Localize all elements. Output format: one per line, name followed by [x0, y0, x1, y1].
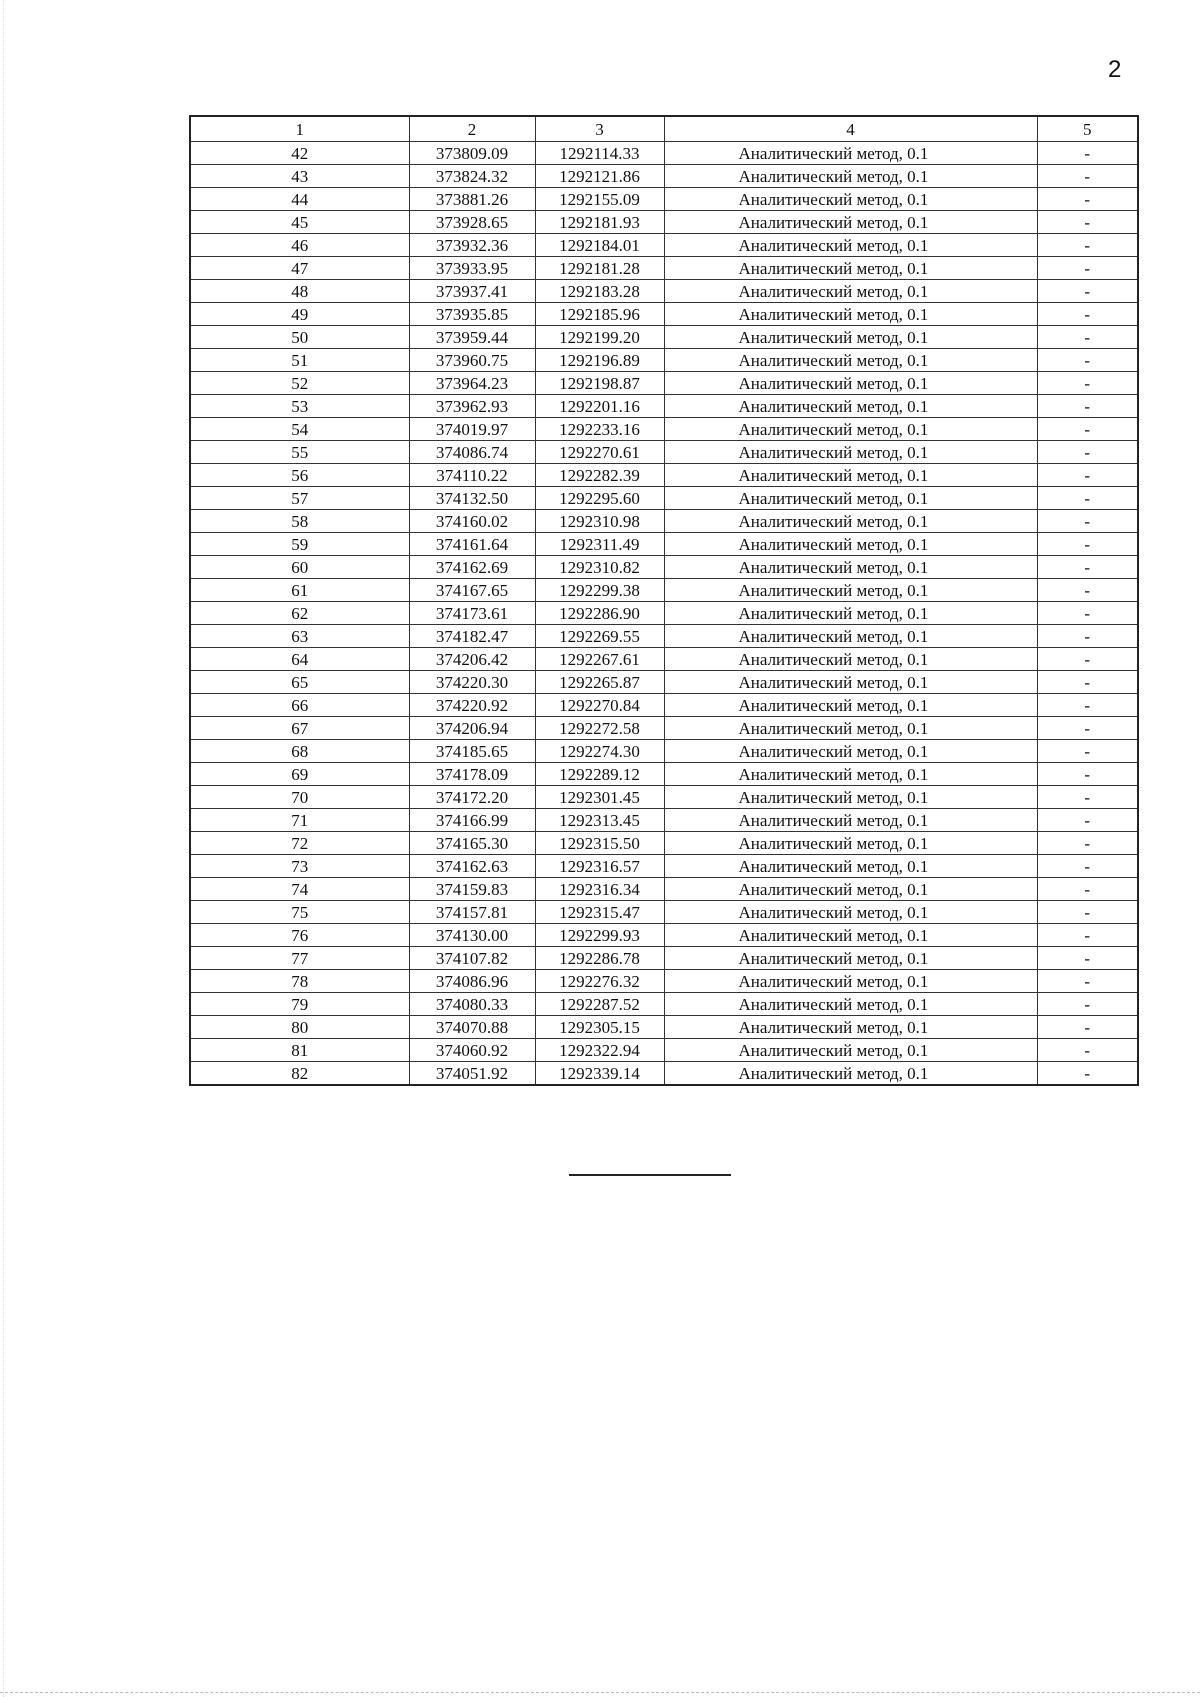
method-cell: Аналитический метод, 0.1: [664, 211, 1037, 234]
x-coordinate-cell: 373937.41: [409, 280, 535, 303]
y-coordinate-cell: 1292339.14: [535, 1062, 664, 1086]
y-coordinate-cell: 1292322.94: [535, 1039, 664, 1062]
method-cell: Аналитический метод, 0.1: [664, 234, 1037, 257]
point-number-cell: 50: [190, 326, 409, 349]
x-coordinate-cell: 373928.65: [409, 211, 535, 234]
note-cell: -: [1037, 993, 1138, 1016]
x-coordinate-cell: 374086.96: [409, 970, 535, 993]
point-number-cell: 51: [190, 349, 409, 372]
x-coordinate-cell: 373962.93: [409, 395, 535, 418]
point-number-cell: 82: [190, 1062, 409, 1086]
x-coordinate-cell: 374182.47: [409, 625, 535, 648]
x-coordinate-cell: 374220.30: [409, 671, 535, 694]
table-row: [190, 533, 1138, 556]
note-cell: -: [1037, 947, 1138, 970]
page-number: 2: [1108, 56, 1122, 83]
note-cell: -: [1037, 1062, 1138, 1086]
note-cell: -: [1037, 924, 1138, 947]
y-coordinate-cell: 1292287.52: [535, 993, 664, 1016]
table-row: [190, 1016, 1138, 1039]
table-row: [190, 349, 1138, 372]
method-cell: Аналитический метод, 0.1: [664, 510, 1037, 533]
point-number-cell: 62: [190, 602, 409, 625]
y-coordinate-cell: 1292286.90: [535, 602, 664, 625]
note-cell: -: [1037, 809, 1138, 832]
scan-edge-left: [3, 0, 4, 1697]
point-number-cell: 79: [190, 993, 409, 1016]
x-coordinate-cell: 374220.92: [409, 694, 535, 717]
table-row: [190, 901, 1138, 924]
table-row: [190, 487, 1138, 510]
method-cell: Аналитический метод, 0.1: [664, 809, 1037, 832]
x-coordinate-cell: 374161.64: [409, 533, 535, 556]
point-number-cell: 73: [190, 855, 409, 878]
y-coordinate-cell: 1292269.55: [535, 625, 664, 648]
y-coordinate-cell: 1292301.45: [535, 786, 664, 809]
y-coordinate-cell: 1292316.57: [535, 855, 664, 878]
x-coordinate-cell: 374162.63: [409, 855, 535, 878]
method-cell: Аналитический метод, 0.1: [664, 165, 1037, 188]
y-coordinate-cell: 1292305.15: [535, 1016, 664, 1039]
x-coordinate-cell: 374159.83: [409, 878, 535, 901]
method-cell: Аналитический метод, 0.1: [664, 349, 1037, 372]
table-row: [190, 441, 1138, 464]
note-cell: -: [1037, 487, 1138, 510]
table-row: [190, 418, 1138, 441]
point-number-cell: 71: [190, 809, 409, 832]
method-cell: Аналитический метод, 0.1: [664, 717, 1037, 740]
point-number-cell: 72: [190, 832, 409, 855]
x-coordinate-cell: 373933.95: [409, 257, 535, 280]
table-row: [190, 786, 1138, 809]
coordinates-table: [189, 115, 1139, 1086]
method-cell: Аналитический метод, 0.1: [664, 1016, 1037, 1039]
x-coordinate-cell: 374086.74: [409, 441, 535, 464]
x-coordinate-cell: 374160.02: [409, 510, 535, 533]
note-cell: -: [1037, 1016, 1138, 1039]
method-cell: Аналитический метод, 0.1: [664, 740, 1037, 763]
method-cell: Аналитический метод, 0.1: [664, 1062, 1037, 1086]
note-cell: -: [1037, 832, 1138, 855]
end-rule: [569, 1174, 731, 1176]
table-row: [190, 464, 1138, 487]
x-coordinate-cell: 373959.44: [409, 326, 535, 349]
y-coordinate-cell: 1292201.16: [535, 395, 664, 418]
y-coordinate-cell: 1292295.60: [535, 487, 664, 510]
y-coordinate-cell: 1292310.98: [535, 510, 664, 533]
x-coordinate-cell: 374167.65: [409, 579, 535, 602]
table-row: [190, 303, 1138, 326]
table-row: [190, 602, 1138, 625]
point-number-cell: 68: [190, 740, 409, 763]
table-row: [190, 648, 1138, 671]
note-cell: -: [1037, 142, 1138, 165]
y-coordinate-cell: 1292196.89: [535, 349, 664, 372]
method-cell: Аналитический метод, 0.1: [664, 395, 1037, 418]
table-row: [190, 556, 1138, 579]
point-number-cell: 64: [190, 648, 409, 671]
point-number-cell: 74: [190, 878, 409, 901]
method-cell: Аналитический метод, 0.1: [664, 648, 1037, 671]
x-coordinate-cell: 374206.42: [409, 648, 535, 671]
y-coordinate-cell: 1292181.93: [535, 211, 664, 234]
method-cell: Аналитический метод, 0.1: [664, 303, 1037, 326]
method-cell: Аналитический метод, 0.1: [664, 188, 1037, 211]
method-cell: Аналитический метод, 0.1: [664, 602, 1037, 625]
x-coordinate-cell: 373932.36: [409, 234, 535, 257]
y-coordinate-cell: 1292270.61: [535, 441, 664, 464]
x-coordinate-cell: 374060.92: [409, 1039, 535, 1062]
y-coordinate-cell: 1292315.50: [535, 832, 664, 855]
x-coordinate-cell: 373824.32: [409, 165, 535, 188]
y-coordinate-cell: 1292310.82: [535, 556, 664, 579]
column-header-1: 1: [190, 116, 409, 142]
y-coordinate-cell: 1292198.87: [535, 372, 664, 395]
point-number-cell: 78: [190, 970, 409, 993]
table-header: [190, 116, 1138, 142]
point-number-cell: 56: [190, 464, 409, 487]
x-coordinate-cell: 374019.97: [409, 418, 535, 441]
table-row: [190, 1039, 1138, 1062]
method-cell: Аналитический метод, 0.1: [664, 625, 1037, 648]
x-coordinate-cell: 373935.85: [409, 303, 535, 326]
table-row: [190, 924, 1138, 947]
method-cell: Аналитический метод, 0.1: [664, 832, 1037, 855]
method-cell: Аналитический метод, 0.1: [664, 694, 1037, 717]
note-cell: -: [1037, 165, 1138, 188]
note-cell: -: [1037, 326, 1138, 349]
method-cell: Аналитический метод, 0.1: [664, 326, 1037, 349]
x-coordinate-cell: 373964.23: [409, 372, 535, 395]
point-number-cell: 76: [190, 924, 409, 947]
note-cell: -: [1037, 740, 1138, 763]
note-cell: -: [1037, 395, 1138, 418]
table-row: [190, 947, 1138, 970]
method-cell: Аналитический метод, 0.1: [664, 763, 1037, 786]
method-cell: Аналитический метод, 0.1: [664, 441, 1037, 464]
y-coordinate-cell: 1292114.33: [535, 142, 664, 165]
x-coordinate-cell: 374130.00: [409, 924, 535, 947]
point-number-cell: 61: [190, 579, 409, 602]
note-cell: -: [1037, 556, 1138, 579]
method-cell: Аналитический метод, 0.1: [664, 924, 1037, 947]
method-cell: Аналитический метод, 0.1: [664, 464, 1037, 487]
note-cell: -: [1037, 372, 1138, 395]
method-cell: Аналитический метод, 0.1: [664, 487, 1037, 510]
note-cell: -: [1037, 786, 1138, 809]
method-cell: Аналитический метод, 0.1: [664, 671, 1037, 694]
y-coordinate-cell: 1292181.28: [535, 257, 664, 280]
method-cell: Аналитический метод, 0.1: [664, 1039, 1037, 1062]
table-row: [190, 280, 1138, 303]
note-cell: -: [1037, 257, 1138, 280]
column-header-2: 2: [409, 116, 535, 142]
note-cell: -: [1037, 234, 1138, 257]
note-cell: -: [1037, 717, 1138, 740]
table-row: [190, 970, 1138, 993]
table-row: [190, 832, 1138, 855]
note-cell: -: [1037, 1039, 1138, 1062]
table-row: [190, 234, 1138, 257]
x-coordinate-cell: 374178.09: [409, 763, 535, 786]
y-coordinate-cell: 1292121.86: [535, 165, 664, 188]
table-row: [190, 510, 1138, 533]
point-number-cell: 47: [190, 257, 409, 280]
note-cell: -: [1037, 303, 1138, 326]
table-row: [190, 878, 1138, 901]
y-coordinate-cell: 1292286.78: [535, 947, 664, 970]
point-number-cell: 57: [190, 487, 409, 510]
point-number-cell: 49: [190, 303, 409, 326]
point-number-cell: 52: [190, 372, 409, 395]
y-coordinate-cell: 1292267.61: [535, 648, 664, 671]
y-coordinate-cell: 1292274.30: [535, 740, 664, 763]
y-coordinate-cell: 1292299.93: [535, 924, 664, 947]
note-cell: -: [1037, 441, 1138, 464]
x-coordinate-cell: 373960.75: [409, 349, 535, 372]
x-coordinate-cell: 374051.92: [409, 1062, 535, 1086]
y-coordinate-cell: 1292185.96: [535, 303, 664, 326]
point-number-cell: 66: [190, 694, 409, 717]
y-coordinate-cell: 1292313.45: [535, 809, 664, 832]
table-row: [190, 1062, 1138, 1086]
table-row: [190, 671, 1138, 694]
y-coordinate-cell: 1292270.84: [535, 694, 664, 717]
table-row: [190, 395, 1138, 418]
note-cell: -: [1037, 418, 1138, 441]
x-coordinate-cell: 374173.61: [409, 602, 535, 625]
point-number-cell: 59: [190, 533, 409, 556]
point-number-cell: 80: [190, 1016, 409, 1039]
x-coordinate-cell: 373809.09: [409, 142, 535, 165]
x-coordinate-cell: 374110.22: [409, 464, 535, 487]
note-cell: -: [1037, 464, 1138, 487]
point-number-cell: 63: [190, 625, 409, 648]
point-number-cell: 70: [190, 786, 409, 809]
y-coordinate-cell: 1292199.20: [535, 326, 664, 349]
table-row: [190, 740, 1138, 763]
method-cell: Аналитический метод, 0.1: [664, 855, 1037, 878]
note-cell: -: [1037, 648, 1138, 671]
note-cell: -: [1037, 533, 1138, 556]
point-number-cell: 46: [190, 234, 409, 257]
table-row: [190, 211, 1138, 234]
note-cell: -: [1037, 901, 1138, 924]
point-number-cell: 65: [190, 671, 409, 694]
point-number-cell: 54: [190, 418, 409, 441]
method-cell: Аналитический метод, 0.1: [664, 579, 1037, 602]
note-cell: -: [1037, 878, 1138, 901]
point-number-cell: 55: [190, 441, 409, 464]
method-cell: Аналитический метод, 0.1: [664, 947, 1037, 970]
method-cell: Аналитический метод, 0.1: [664, 556, 1037, 579]
method-cell: Аналитический метод, 0.1: [664, 257, 1037, 280]
table-row: [190, 188, 1138, 211]
point-number-cell: 45: [190, 211, 409, 234]
table-row: [190, 717, 1138, 740]
y-coordinate-cell: 1292183.28: [535, 280, 664, 303]
point-number-cell: 44: [190, 188, 409, 211]
table-row: [190, 257, 1138, 280]
method-cell: Аналитический метод, 0.1: [664, 372, 1037, 395]
point-number-cell: 58: [190, 510, 409, 533]
note-cell: -: [1037, 855, 1138, 878]
method-cell: Аналитический метод, 0.1: [664, 418, 1037, 441]
point-number-cell: 53: [190, 395, 409, 418]
x-coordinate-cell: 374132.50: [409, 487, 535, 510]
y-coordinate-cell: 1292155.09: [535, 188, 664, 211]
y-coordinate-cell: 1292315.47: [535, 901, 664, 924]
scan-edge-bottom: [0, 1692, 1200, 1693]
x-coordinate-cell: 374107.82: [409, 947, 535, 970]
method-cell: Аналитический метод, 0.1: [664, 901, 1037, 924]
x-coordinate-cell: 374165.30: [409, 832, 535, 855]
note-cell: -: [1037, 602, 1138, 625]
note-cell: -: [1037, 694, 1138, 717]
y-coordinate-cell: 1292265.87: [535, 671, 664, 694]
y-coordinate-cell: 1292233.16: [535, 418, 664, 441]
y-coordinate-cell: 1292289.12: [535, 763, 664, 786]
y-coordinate-cell: 1292316.34: [535, 878, 664, 901]
table-row: [190, 809, 1138, 832]
point-number-cell: 69: [190, 763, 409, 786]
note-cell: -: [1037, 970, 1138, 993]
method-cell: Аналитический метод, 0.1: [664, 142, 1037, 165]
point-number-cell: 81: [190, 1039, 409, 1062]
x-coordinate-cell: 374185.65: [409, 740, 535, 763]
y-coordinate-cell: 1292272.58: [535, 717, 664, 740]
table-body: [190, 142, 1138, 1086]
point-number-cell: 77: [190, 947, 409, 970]
table-row: [190, 763, 1138, 786]
note-cell: -: [1037, 280, 1138, 303]
y-coordinate-cell: 1292282.39: [535, 464, 664, 487]
note-cell: -: [1037, 579, 1138, 602]
x-coordinate-cell: 374157.81: [409, 901, 535, 924]
y-coordinate-cell: 1292311.49: [535, 533, 664, 556]
table-row: [190, 579, 1138, 602]
point-number-cell: 67: [190, 717, 409, 740]
method-cell: Аналитический метод, 0.1: [664, 993, 1037, 1016]
table-row: [190, 142, 1138, 165]
header-row: [190, 116, 1138, 142]
table-row: [190, 694, 1138, 717]
note-cell: -: [1037, 510, 1138, 533]
note-cell: -: [1037, 625, 1138, 648]
point-number-cell: 60: [190, 556, 409, 579]
table-row: [190, 625, 1138, 648]
x-coordinate-cell: 374162.69: [409, 556, 535, 579]
table-row: [190, 372, 1138, 395]
point-number-cell: 48: [190, 280, 409, 303]
column-header-5: 5: [1037, 116, 1138, 142]
method-cell: Аналитический метод, 0.1: [664, 878, 1037, 901]
method-cell: Аналитический метод, 0.1: [664, 280, 1037, 303]
table-row: [190, 326, 1138, 349]
note-cell: -: [1037, 188, 1138, 211]
x-coordinate-cell: 374172.20: [409, 786, 535, 809]
point-number-cell: 75: [190, 901, 409, 924]
y-coordinate-cell: 1292276.32: [535, 970, 664, 993]
x-coordinate-cell: 373881.26: [409, 188, 535, 211]
note-cell: -: [1037, 349, 1138, 372]
table-row: [190, 165, 1138, 188]
x-coordinate-cell: 374080.33: [409, 993, 535, 1016]
method-cell: Аналитический метод, 0.1: [664, 786, 1037, 809]
method-cell: Аналитический метод, 0.1: [664, 970, 1037, 993]
table-row: [190, 855, 1138, 878]
x-coordinate-cell: 374166.99: [409, 809, 535, 832]
note-cell: -: [1037, 211, 1138, 234]
y-coordinate-cell: 1292184.01: [535, 234, 664, 257]
x-coordinate-cell: 374206.94: [409, 717, 535, 740]
note-cell: -: [1037, 763, 1138, 786]
table-row: [190, 993, 1138, 1016]
point-number-cell: 43: [190, 165, 409, 188]
point-number-cell: 42: [190, 142, 409, 165]
method-cell: Аналитический метод, 0.1: [664, 533, 1037, 556]
y-coordinate-cell: 1292299.38: [535, 579, 664, 602]
column-header-4: 4: [664, 116, 1037, 142]
column-header-3: 3: [535, 116, 664, 142]
x-coordinate-cell: 374070.88: [409, 1016, 535, 1039]
note-cell: -: [1037, 671, 1138, 694]
